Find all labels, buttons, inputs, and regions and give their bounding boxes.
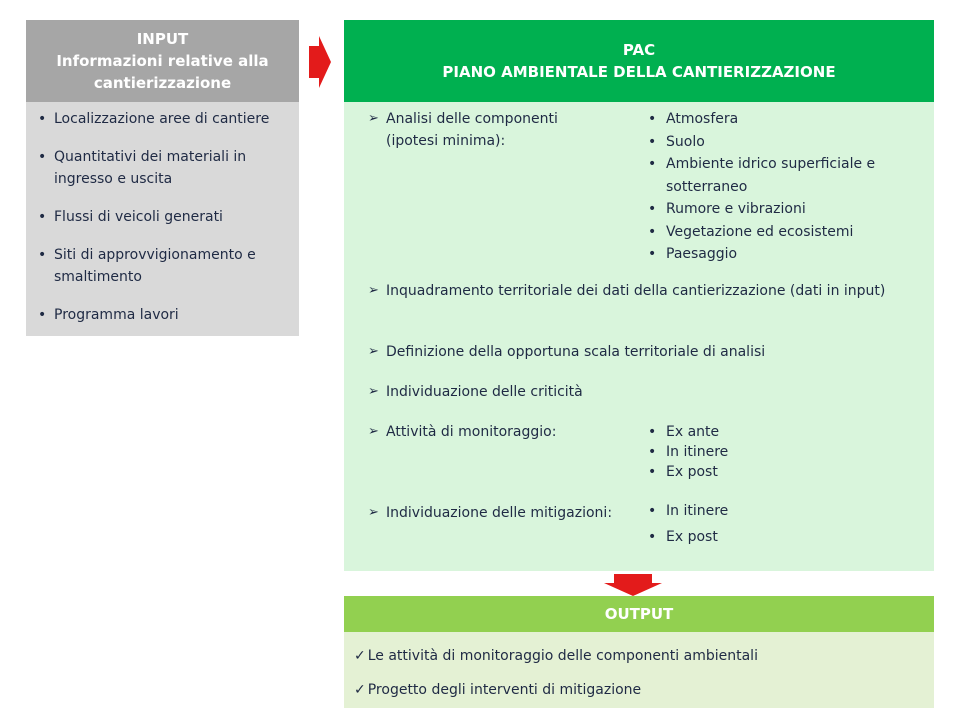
output-item-monitoraggio: [354, 645, 758, 667]
pac-panel: [344, 102, 934, 571]
monitoraggio-item: • Ex post: [646, 462, 846, 482]
mitigazioni-item: • In itinere: [646, 498, 846, 524]
input-item-programma: • Programma lavori: [34, 304, 293, 326]
pac-subtitle: PIANO AMBIENTALE DELLA CANTIERIZZAZIONE: [442, 63, 836, 81]
arrowhead-bullet-icon: ➢: [368, 384, 379, 399]
arrowhead-bullet-icon: ➢: [368, 424, 379, 439]
input-list: [26, 102, 299, 326]
componente-item: • Rumore e vibrazioni: [646, 198, 906, 221]
arrowhead-bullet-icon: ➢: [368, 283, 379, 298]
pac-item-criticita-label: Individuazione delle criticità: [386, 384, 583, 400]
pac-item-inquadramento-label: Inquadramento territoriale dei dati della cantierizzazione (dati in input): [386, 283, 886, 299]
down-arrow-icon: [604, 574, 662, 596]
mitigazioni-item: • Ex post: [646, 524, 846, 550]
pac-item-monitoraggio-label: Attività di monitoraggio:: [386, 424, 557, 440]
pac-title: PAC: [622, 41, 656, 59]
output-header: [344, 596, 934, 632]
monitoraggio-list: [646, 422, 846, 482]
check-icon: ✓: [354, 648, 366, 664]
input-list-panel: [26, 102, 299, 336]
arrowhead-bullet-icon: ➢: [368, 344, 379, 359]
pac-item-criticita: [368, 381, 768, 403]
pac-item-monitoraggio: [368, 421, 628, 443]
pac-item-analisi-label: Analisi delle componenti (ipotesi minima):: [386, 111, 558, 149]
componente-item: • Suolo: [646, 131, 906, 154]
pac-item-definizione: [368, 341, 908, 363]
output-item-mitigazione-label: Progetto degli interventi di mitigazione: [367, 682, 642, 698]
input-item-quantitativi: • Quantitativi dei materiali in ingresso e uscita: [34, 146, 293, 190]
pac-item-mitigazioni: [368, 502, 648, 524]
input-item-localizzazione: • Localizzazione aree di cantiere: [34, 108, 293, 130]
check-icon: ✓: [354, 682, 366, 698]
input-item-flussi: • Flussi di veicoli generati: [34, 206, 293, 228]
input-header: [26, 20, 299, 102]
output-item-monitoraggio-label: Le attività di monitoraggio delle componenti ambientali: [367, 648, 758, 664]
right-arrow-icon: [309, 36, 331, 88]
pac-item-inquadramento: [368, 280, 898, 302]
input-title: INPUT: [136, 30, 189, 48]
arrowhead-bullet-icon: ➢: [368, 111, 379, 126]
output-panel: [344, 632, 934, 708]
componente-item: • Vegetazione ed ecosistemi: [646, 221, 906, 244]
pac-item-definizione-label: Definizione della opportuna scala territoriale di analisi: [386, 344, 766, 360]
pac-header: [344, 20, 934, 102]
componenti-list: [646, 108, 906, 266]
output-title: OUTPUT: [604, 605, 674, 623]
input-subtitle: Informazioni relative alla cantierizzazione: [56, 52, 269, 92]
componente-item: • Paesaggio: [646, 243, 906, 266]
monitoraggio-item: • In itinere: [646, 442, 846, 462]
arrowhead-bullet-icon: ➢: [368, 505, 379, 520]
componente-item: • Ambiente idrico superficiale e sotterraneo: [646, 153, 906, 198]
componente-item: • Atmosfera: [646, 108, 906, 131]
mitigazioni-list: [646, 498, 846, 550]
pac-item-mitigazioni-label: Individuazione delle mitigazioni:: [386, 505, 613, 521]
input-item-siti: • Siti di approvvigionamento e smaltimento: [34, 244, 293, 288]
monitoraggio-item: • Ex ante: [646, 422, 846, 442]
output-item-mitigazione: [354, 679, 641, 701]
pac-item-analisi: [368, 108, 608, 152]
